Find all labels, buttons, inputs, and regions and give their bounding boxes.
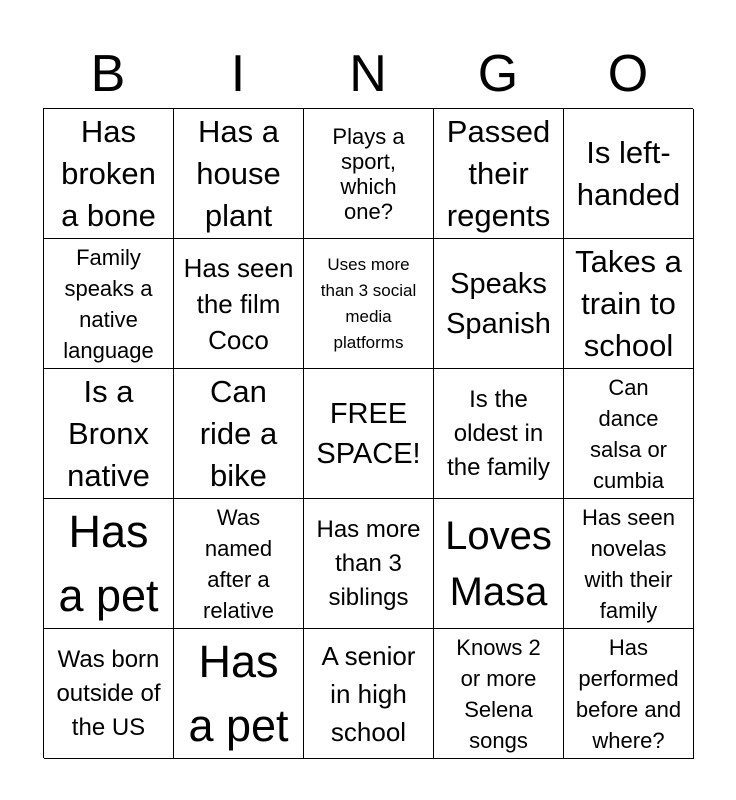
bingo-cell[interactable] — [434, 239, 564, 369]
cell-text: Has more than 3 siblings — [316, 515, 421, 611]
cell-text: Has a pet — [188, 635, 289, 751]
cell-text: Family speaks a native language — [63, 244, 154, 363]
bingo-cell[interactable] — [174, 629, 304, 759]
cell-text: Can dance salsa or cumbia — [589, 374, 668, 493]
bingo-cell[interactable] — [434, 109, 564, 239]
bingo-cell[interactable] — [44, 369, 174, 499]
bingo-cell[interactable] — [174, 239, 304, 369]
bingo-cell[interactable] — [434, 629, 564, 759]
bingo-cell[interactable] — [304, 109, 434, 239]
cell-text: Was named after a relative — [203, 504, 274, 623]
bingo-cell[interactable] — [434, 499, 564, 629]
cell-text: Plays a sport, which one? — [332, 123, 405, 224]
bingo-cell[interactable] — [564, 239, 694, 369]
cell-text: A senior in high school — [321, 640, 416, 747]
bingo-cell[interactable] — [564, 629, 694, 759]
bingo-cell[interactable] — [304, 629, 434, 759]
bingo-cell[interactable] — [44, 629, 174, 759]
header-letter-n: N — [349, 45, 387, 103]
bingo-cell[interactable] — [44, 499, 174, 629]
bingo-cell[interactable] — [174, 499, 304, 629]
cell-text: Is the oldest in the family — [447, 385, 550, 481]
bingo-header — [43, 40, 693, 108]
cell-text: Is a Bronx native — [67, 373, 150, 493]
cell-text: Takes a train to school — [575, 243, 682, 363]
cell-text: Knows 2 or more Selena songs — [456, 634, 541, 753]
bingo-cell[interactable] — [564, 369, 694, 499]
header-letter-i: I — [230, 45, 246, 103]
bingo-cell[interactable] — [304, 369, 434, 499]
bingo-cell[interactable] — [434, 369, 564, 499]
bingo-cell[interactable] — [44, 109, 174, 239]
cell-text: Has seen the film Coco — [183, 252, 294, 355]
bingo-cell[interactable] — [44, 239, 174, 369]
bingo-cell[interactable] — [304, 499, 434, 629]
cell-text: Can ride a bike — [199, 373, 278, 493]
cell-text: Speaks Spanish — [446, 267, 551, 340]
header-letter-b: B — [90, 45, 126, 103]
bingo-cell[interactable] — [174, 369, 304, 499]
cell-text: FREE SPACE! — [316, 397, 421, 470]
cell-text: Has broken a bone — [61, 113, 156, 233]
cell-text: Has seen novelas with their family — [582, 504, 675, 623]
cell-text: Uses more than 3 social media platforms — [320, 254, 417, 352]
header-letter-o: O — [607, 45, 649, 103]
cell-text: Has performed before and where? — [575, 634, 682, 753]
header-letter-g: G — [477, 45, 519, 103]
cell-text: Passed their regents — [446, 113, 551, 233]
cell-text: Has a pet — [58, 505, 159, 621]
bingo-cell[interactable] — [564, 109, 694, 239]
cell-text: Is left- handed — [576, 134, 681, 212]
bingo-grid — [43, 108, 693, 758]
bingo-cell[interactable] — [564, 499, 694, 629]
cell-text: Was born outside of the US — [56, 645, 161, 741]
cell-text: Has a house plant — [196, 113, 281, 233]
bingo-cell[interactable] — [304, 239, 434, 369]
cell-text: Loves Masa — [445, 513, 552, 614]
bingo-cell[interactable] — [174, 109, 304, 239]
